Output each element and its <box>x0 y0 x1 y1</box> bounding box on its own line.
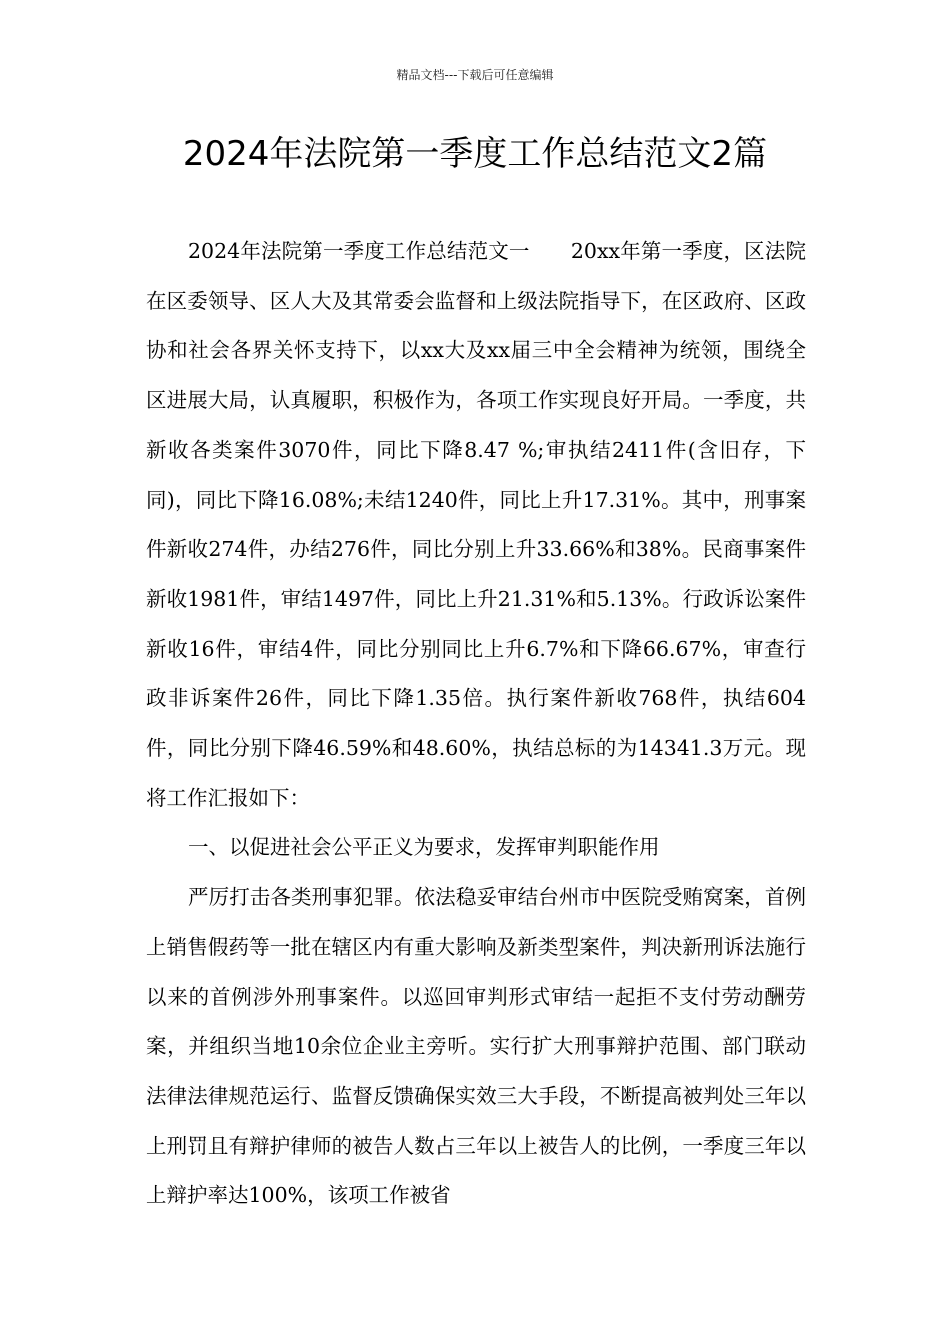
document-title: 2024年法院第一季度工作总结范文2篇 <box>182 134 768 174</box>
page-header-note: 精品文档---下载后可任意编辑 <box>396 68 554 82</box>
section-heading-1: 一、以促进社会公平正义为要求，发挥审判职能作用 <box>188 835 660 860</box>
paragraph-criminal: 严厉打击各类刑事犯罪。依法稳妥审结台州市中医院受贿窝案，首例上销售假药等一批在辖区内有重大影响及新类型案件，判决新刑诉法施行以来的首例涉外刑事案件。以巡回审判形式审结一起拒不支付劳动酬劳案，并组织当地10余位企业主旁听。实行扩大刑事辩护范围、部门联动法律法律规范运行、监督反馈确保实效三大手段，不断提高被判处三年以上刑罚且有辩护律师的被告人数占三年以上被告人的比例，一季度三年以上辩护率达100%，该项工作被省 <box>146 885 806 1208</box>
document-body <box>146 227 806 1221</box>
paragraph-intro: 2024年法院第一季度工作总结范文一 20xx年第一季度，区法院在区委领导、区人大及其常委会监督和上级法院指导下，在区政府、区政协和社会各界关怀支持下，以xx大及xx届三中全会精神为统领，围绕全区进展大局，认真履职，积极作为，各项工作实现良好开局。一季度，共新收各类案件3070件，同比下降8.47 %;审执结2411件(含旧存，下同)，同比下降16.08%;未结1240件，同比上升17.31%。其中，刑事案件新收274件，办结276件，同比分别上升33.66%和38%。民商事案件新收1981件，审结1497件，同比上升21.31%和5.13%。行政诉讼案件新收16件，审结4件，同比分别同比上升6.7%和下降66.67%，审查行政非诉案件26件，同比下降1.35倍。执行案件新收768件，执结604件，同比分别下降46.59%和48.60%，执结总标的为14341.3万元。现将工作汇报如下： <box>146 239 806 810</box>
